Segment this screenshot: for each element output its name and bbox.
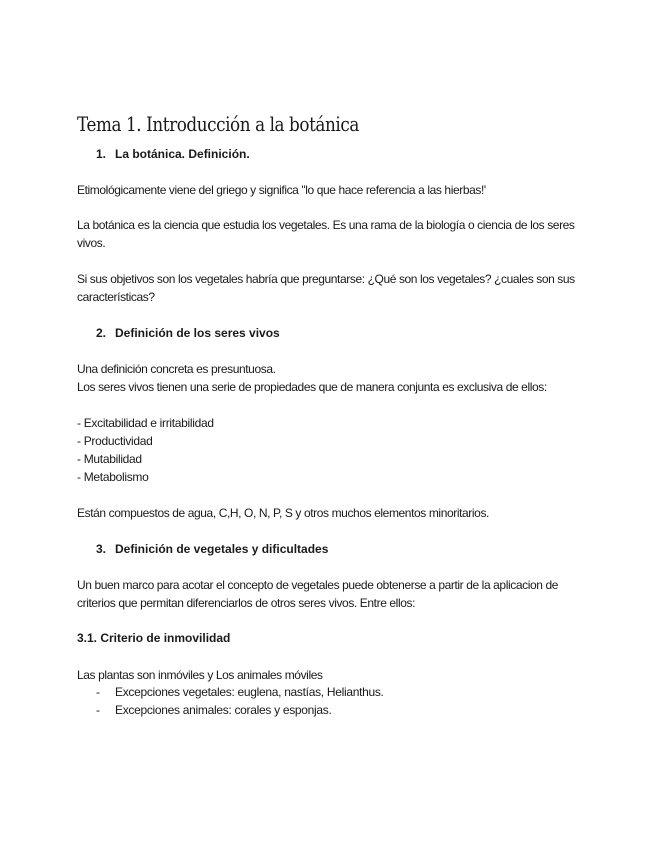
list-item-text: Excepciones animales: corales y esponjas. — [115, 703, 332, 717]
paragraph-composicion: Están compuestos de agua, C,H, O, N, P, S y otros muchos elementos minoritarios. — [77, 506, 489, 520]
page-title: Tema 1. Introducción a la botánica — [77, 112, 359, 136]
list-item — [96, 701, 384, 719]
section-heading-text: Definición de vegetales y dificultades — [115, 542, 329, 556]
list-item — [96, 683, 384, 701]
paragraph-propiedades-intro: Los seres vivos tienen una serie de propiedades que de manera conjunta es exclusiva de ellos: — [77, 380, 547, 394]
subsection-heading: 3.1. Criterio de inmovilidad — [77, 631, 231, 645]
list-item: - Mutabilidad — [77, 452, 142, 466]
list-item: - Metabolismo — [77, 470, 149, 484]
section-heading-1 — [96, 145, 250, 163]
properties-list — [77, 414, 214, 486]
section-heading-text: La botánica. Definición. — [115, 147, 250, 161]
section-heading-2 — [96, 324, 280, 342]
paragraph-inmoviles: Las plantas son inmóviles y Los animales móviles — [77, 668, 323, 682]
list-item: - Excitabilidad e irritabilidad — [77, 416, 214, 430]
section-heading-3 — [96, 540, 328, 558]
dash-bullet: - — [96, 703, 100, 717]
list-item: - Productividad — [77, 434, 153, 448]
list-item-text: Excepciones vegetales: euglena, nastías, Helianthus. — [115, 685, 384, 699]
paragraph-definicion: La botánica es la ciencia que estudia los vegetales. Es una rama de la biología o ciencia de los seres vivos. — [77, 218, 575, 250]
section-number: 2. — [96, 326, 107, 340]
paragraph-presuntuosa: Una definición concreta es presuntuosa. — [77, 362, 276, 376]
paragraph-objetivos: Si sus objetivos son los vegetales habría que preguntarse: ¿Qué son los vegetales? ¿cuales son sus características? — [77, 272, 575, 304]
section-heading-text: Definición de los seres vivos — [115, 326, 280, 340]
section-number: 1. — [96, 147, 107, 161]
dash-bullet: - — [96, 685, 100, 699]
paragraph-etimologia: Etimológicamente viene del griego y significa "lo que hace referencia a las hierbas!' — [77, 183, 486, 197]
exceptions-list — [96, 683, 384, 719]
paragraph-marco: Un buen marco para acotar el concepto de vegetales puede obtenerse a partir de la aplicacion de criterios que permitan diferenciarlos de otros seres vivos. Entre ellos: — [77, 578, 559, 610]
section-number: 3. — [96, 542, 107, 556]
